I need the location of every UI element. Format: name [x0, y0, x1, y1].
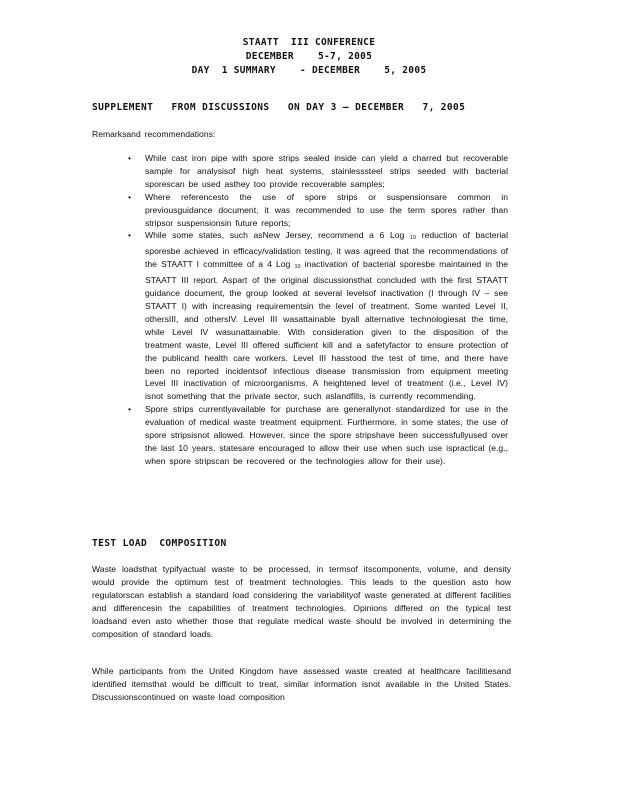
recommendations-list	[128, 152, 508, 468]
remarks-label: Remarksand recommendations:	[92, 129, 216, 139]
log-subscript: 10	[409, 235, 417, 242]
list-item	[128, 403, 508, 468]
list-item	[128, 191, 508, 230]
bullet-text: Where referencesto the use of spore strips or suspensionsare common in previousguidance document, it was recommended to use the term spores rather than stripsor suspensionsin future reports;	[145, 191, 508, 228]
paragraph: While participants from the United Kingdom have assessed waste created at healthcare facilitiesand identified itemsthat would be difficult to treat, similar information isnot available in the United States. Discussionscontinued on waste load composition	[92, 666, 511, 702]
test-load-heading: TEST LOAD COMPOSITION	[92, 538, 227, 549]
day-summary-title: DAY 1 SUMMARY - DECEMBER 5, 2005	[191, 65, 427, 76]
list-item	[128, 152, 508, 191]
bullet-icon: •	[128, 191, 132, 202]
bullet-text-part2: reduction of bacterial sporesbe achieved in efficacy/validation testing, it was agreed that the recommendations of the STAATT I committee of a 4 Log	[145, 230, 508, 270]
bullet-icon: •	[128, 230, 132, 241]
conference-title: STAATT III CONFERENCE	[242, 37, 376, 48]
supplement-heading: SUPPLEMENT FROM DISCUSSIONS ON DAY 3 – DECEMBER 7, 2005	[92, 102, 466, 113]
bullet-text: Spore strips currentlyavailable for purchase are generallynot standardized for use in the evaluation of medical waste treatment equipment. Furthermore, in some states, the use of spore stripsisnot allowed. However, since the spore stripshave been successfullyused over the last 10 years, statesare encouraged to allow their use when such use ispractical (e.g., when spore stripscan be recovered or the technologies allow for their use).	[145, 404, 508, 466]
log-subscript: 10	[294, 264, 301, 271]
bullet-icon: •	[128, 153, 132, 163]
list-item	[128, 229, 508, 403]
participants-paragraph	[92, 665, 511, 704]
bullet-icon: •	[128, 404, 132, 415]
conference-dates: DECEMBER 5-7, 2005	[245, 51, 373, 62]
paragraph: Waste loadsthat typifyactual waste to be processed, in termsof itscomponents, volume, and density would provide the optimum test of treatment technologies. This leads to the question asto how regulatorscan establish a standard load considering the variabilityof waste generated at different facilities and differencesin the capabilities of treatment technologies. Opinions differed on the typical test loadsand even asto whether those that regulate medical waste should be involved in determining the composition of standard loads.	[92, 564, 511, 639]
bullet-text: While cast iron pipe with spore strips sealed inside can yield a charred but recoverable sample for analysisof high heat systems, stainlesssteel strips seeded with bacterial sporescan be used asthey too provide recoverable samples;	[145, 153, 508, 189]
bullet-text-part1: While some states, such asNew Jersey, recommend a 6 Log	[145, 230, 410, 241]
test-load-paragraph	[92, 563, 511, 640]
bullet-text-part3: inactivation of bacterial sporesbe maintained in the STAATT III report. Aspart of the original discussionsthat concluded with the first STAATT guidance document, the group looked at several levelsof inactivation (I through IV – see STAATT I) with increasing requirementsin the level of treatment. Some wanted Level II, othersIII, and othersIV. Level III wasattainable byall alternative technologiesat the time, while Level IV wasunattainable. With consideration given to the disposition of the treatment waste, Level III offered sufficient kill and a safetyfactor to ensure protection of the publicand health care workers. Level III hasstood the test of time, and there have been no reported incidentsof infectious disease transmission from equipment meeting Level III inactivation of microorganisms. A heightened level of treatment (i.e., Level IV) isnot something that the private sector, such aslandfills, is currently recommending.	[145, 259, 509, 402]
